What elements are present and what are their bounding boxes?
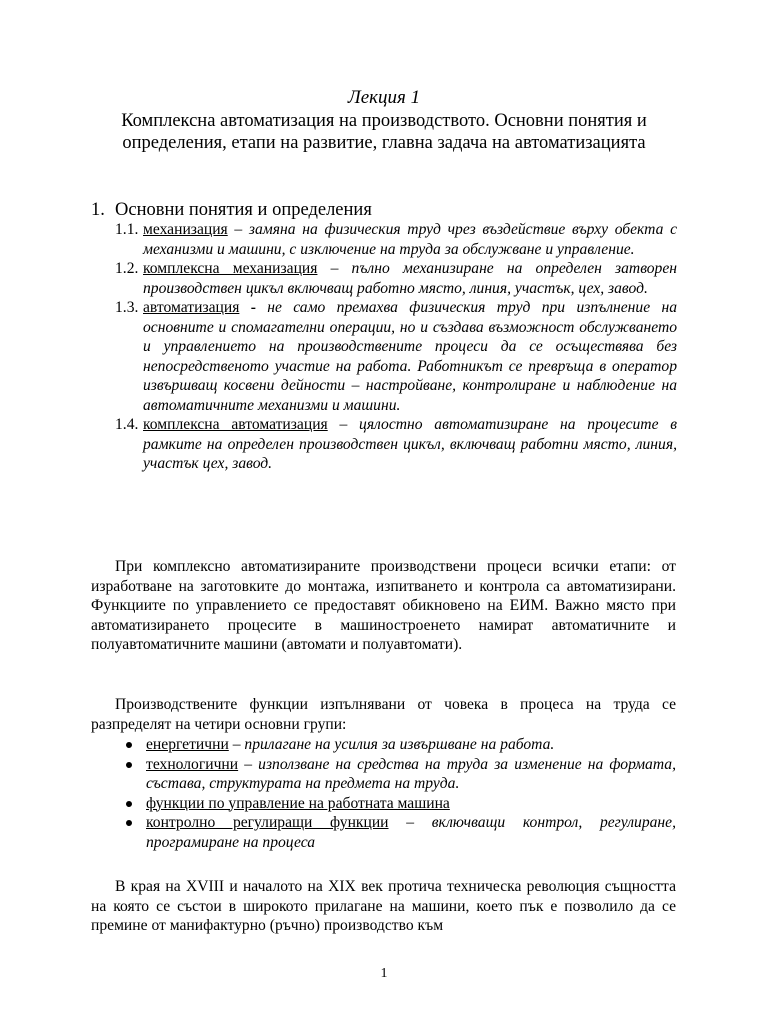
definition-number: 1.2. [115,260,139,277]
definition-item [115,220,677,259]
definition-term: автоматизация [143,299,240,316]
definition-item [115,415,677,474]
paragraph-technical-revolution: В края на XVIII и началото на XIX век протича техническа революция същността на която се състои в широкото прилагане на машини, което пък е позволило да се премине от манифактурно (ръчно) производство към [91,878,676,934]
bullet-separator: – [238,755,259,773]
page-number: 1 [380,966,388,981]
definition-description: замяна на физическия труд чрез въздействие върху обекта с механизми и машини, с изключение на труда за обслужване и управление. [143,221,678,258]
paragraph-complex-automation: При комплексно автоматизираните производствени процеси всички етапи: от изработване на заготовките до монтажа, изпитването и контрола са автоматизирани. Функциите по управлението се предоставят обикновено на ЕИМ. Важно място при автоматизирането процесите в машиностроенето намират автоматичните и полуавтоматичните машини (автомати и полуавтомати). [91,558,676,653]
definition-separator: – [317,260,352,277]
bullet-term: енергетични [146,736,229,753]
bullet-separator: – [228,736,245,753]
definition-number: 1.4. [115,416,139,433]
bullet-icon [126,801,132,807]
bullet-description: прилагане на усилия за извършване на работа. [244,736,555,753]
definition-number: 1.1. [115,221,139,238]
definition-item [115,298,677,415]
bullet-description: използване на средства на труда за изменение на формата, състава, структурата на предмета на труда. [146,755,676,792]
function-groups-list [125,735,676,852]
bullet-description: включващи контрол, регулиране, програмиране на процеса [146,814,676,851]
list-item [125,813,676,852]
definition-number: 1.3. [115,299,139,316]
bullet-term: функции по управление на работната машина [146,794,450,812]
bullet-icon [126,820,132,826]
section-heading [91,199,372,221]
section-number: 1. [91,200,105,220]
definitions-list [115,220,677,474]
section-heading-text: Основни понятия и определения [115,200,372,220]
definition-term: комплексна автоматизация [143,416,328,433]
paragraph-production-functions: Производствените функции изпълнявани от човека в процеса на труда се разпределят на четири основни групи: [91,696,676,733]
definition-description: не само премахва физическия труд при изпълнение на основните и спомагателни операции, но и създава възможност обслужването и управлението на производствените процеси да се осъществява без непосредственото участие на работа. Работникът се превръща в оператор извършващ косвени дейности – настройване, контролиране и наблюдение на автоматичните механизми и машини. [143,299,677,414]
bullet-term: технологични [146,755,239,773]
definition-separator: – [327,416,360,433]
bullet-icon [126,762,132,768]
list-item [125,755,676,794]
definition-separator: – [227,221,249,238]
bullet-icon [126,742,132,748]
list-item [125,735,676,755]
page-title: Комплексна автоматизация на производството. Основни понятия и определения, етапи на развитие, главна задача на автоматизацията [121,111,647,153]
definition-separator: - [239,299,268,316]
definition-term: комплексна механизация [143,260,318,277]
definition-description: цялостно автоматизиране на процесите в рамките на определен производствен цикъл, включващ работни място, линия, участък цех, завод. [143,416,678,472]
list-item [125,794,676,814]
definition-term: механизация [143,221,228,238]
bullet-term: контролно регулиращи функции [146,814,389,831]
definition-item [115,259,677,298]
definition-description: пълно механизиране на определен затворен производствен цикъл включващ работно място, линия, участък, цех, завод. [143,260,678,297]
bullet-separator: – [388,814,432,831]
lecture-title: Лекция 1 [347,87,421,108]
